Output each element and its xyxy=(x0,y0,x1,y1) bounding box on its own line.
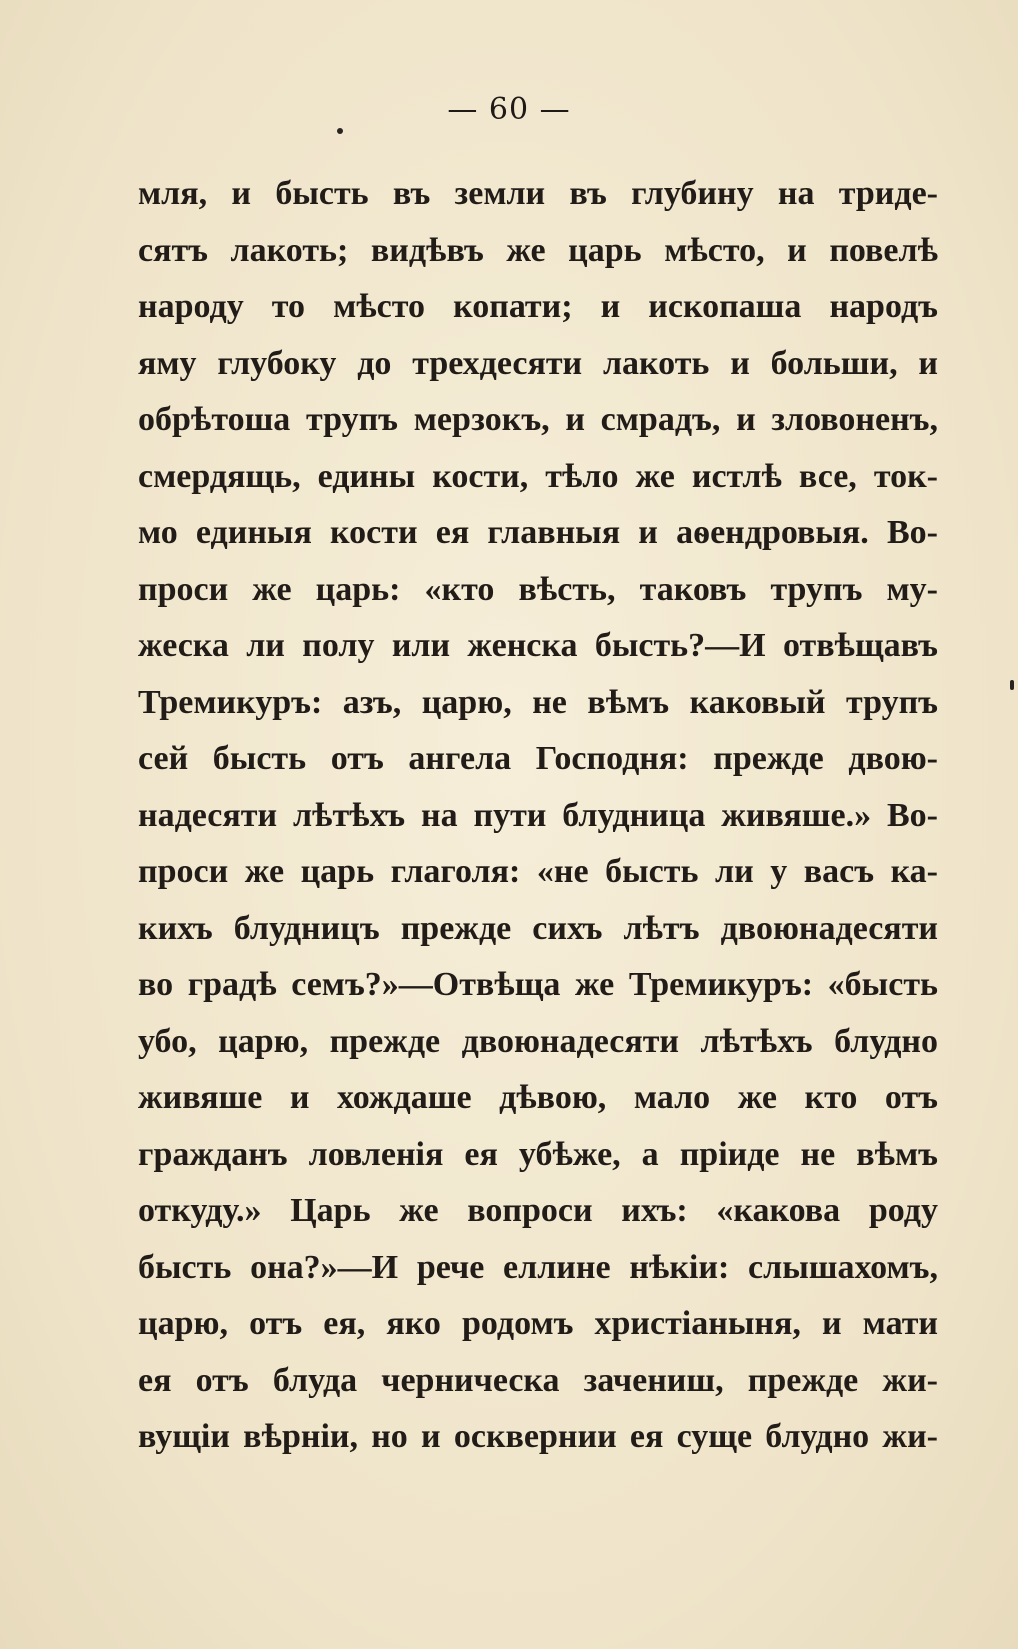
text-line: гражданъ ловленія ея убѣже, а пріиде не вѣмъ xyxy=(138,1135,938,1173)
text-line: откуду.» Царь же вопроси ихъ: «какова роду xyxy=(138,1192,938,1229)
text-line: ея отъ блуда черническа зачениш, прежде жи- xyxy=(138,1361,938,1399)
text-line: Тремикуръ: азъ, царю, не вѣмъ каковый трупъ xyxy=(138,683,938,721)
ink-speck xyxy=(337,128,343,134)
page-number: — 60 — xyxy=(447,92,571,127)
text-line: мо единыя кости ея главныя и аѳендровыя. Во- xyxy=(138,514,938,551)
page-body-text xyxy=(138,166,938,1466)
text-line: обрѣтоша трупъ мерзокъ, и смрадъ, и зловоненъ, xyxy=(138,401,938,438)
text-line: царю, отъ ея, яко родомъ христіаныня, и мати xyxy=(138,1305,938,1342)
text-line: кихъ блудницъ прежде сихъ лѣтъ двоюнадесяти xyxy=(138,909,938,947)
text-line: народу то мѣсто копати; и ископаша народъ xyxy=(138,288,938,325)
text-line: проси же царь: «кто вѣсть, таковъ трупъ му- xyxy=(138,570,938,608)
text-line: яму глубоку до трехдесяти лакоть и больши, и xyxy=(138,344,938,382)
text-line: сятъ лакоть; видѣвъ же царь мѣсто, и повелѣ xyxy=(138,231,938,269)
text-line: живяше и хождаше дѣвою, мало же кто отъ xyxy=(138,1079,938,1116)
text-line: во градѣ семъ?»—Отвѣща же Тремикуръ: «бысть xyxy=(138,966,938,1003)
text-line: убо, царю, прежде двоюнадесяти лѣтѣхъ блудно xyxy=(138,1022,938,1060)
text-line: проси же царь глаголя: «не бысть ли у васъ ка- xyxy=(138,853,938,890)
ink-speck xyxy=(1010,680,1014,690)
text-line: надесяти лѣтѣхъ на пути блудница живяше.» Во- xyxy=(138,796,938,834)
text-line: жеска ли полу или женска бысть?—И отвѣщавъ xyxy=(138,627,938,664)
text-line: смердящь, едины кости, тѣло же истлѣ все, ток- xyxy=(138,457,938,495)
text-line: вущіи вѣрніи, но и осквернии ея суще блудно жи- xyxy=(138,1418,938,1455)
text-line: сей бысть отъ ангела Господня: прежде двою- xyxy=(138,740,938,777)
text-line: мля, и бысть въ земли въ глубину на триде- xyxy=(138,175,938,212)
text-line: бысть она?»—И рече еллине нѣкіи: слышахомъ, xyxy=(138,1248,938,1286)
